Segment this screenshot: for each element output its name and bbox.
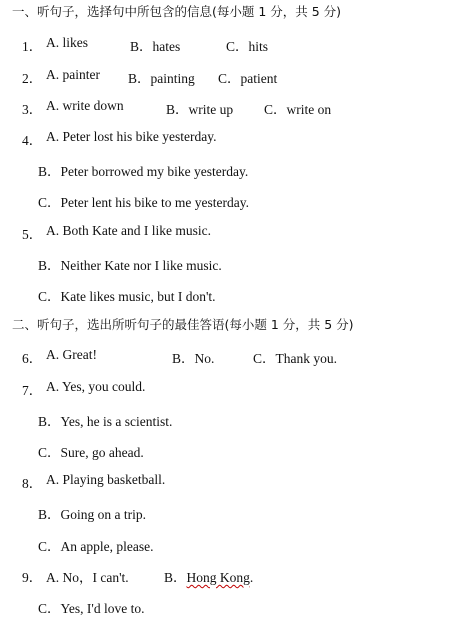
option-a: A. Playing basketball. [46, 472, 166, 487]
option-b-wavy-text: Hong Kong [186, 570, 250, 585]
option-a: A. No，I can't. [46, 570, 129, 585]
question-number: 1． [22, 39, 43, 54]
option-c: C．hits [226, 39, 269, 54]
option-a: A. write down [46, 98, 124, 113]
option-b-prefix: B． [164, 570, 187, 585]
question-number: 6． [22, 351, 43, 366]
question-number: 9． [22, 570, 43, 585]
option-b: B．write up [166, 102, 234, 117]
question-number: 8． [22, 476, 43, 491]
option-c: C．An apple, please. [38, 539, 154, 554]
option-c: C．Sure, go ahead. [38, 445, 144, 460]
question-number: 3． [22, 102, 43, 117]
option-c: C．patient [218, 71, 278, 86]
option-b-suffix: . [249, 570, 254, 585]
option-a: A. Peter lost his bike yesterday. [46, 129, 217, 144]
option-a: A. Yes, you could. [46, 379, 146, 394]
question-number: 5． [22, 227, 43, 242]
option-a: A. Both Kate and I like music. [46, 223, 211, 238]
option-c: C．Kate likes music, but I don't. [38, 289, 216, 304]
option-b [164, 566, 253, 586]
question-number: 7． [22, 383, 43, 398]
question-number: 4． [22, 133, 43, 148]
option-a: A. Great! [46, 347, 97, 362]
section-2-heading: 二、听句子，选出所听句子的最佳答语(每小题 1 分，共 5 分) [12, 317, 354, 332]
option-b: B．Neither Kate nor I like music. [38, 258, 222, 273]
option-b: B．Peter borrowed my bike yesterday. [38, 164, 249, 179]
option-b: B．Going on a trip. [38, 507, 146, 522]
option-c: C．Peter lent his bike to me yesterday. [38, 195, 249, 210]
option-b: B．No. [172, 351, 215, 366]
option-c: C．write on [264, 102, 332, 117]
option-c: C．Thank you. [253, 351, 337, 366]
option-b: B．Yes, he is a scientist. [38, 414, 173, 429]
section-1-heading: 一、听句子，选择句中所包含的信息(每小题 1 分，共 5 分) [12, 4, 342, 19]
option-a: A. likes [46, 35, 88, 50]
option-b: B．hates [130, 39, 181, 54]
option-a: A. painter [46, 67, 100, 82]
option-c: C．Yes, I'd love to. [38, 601, 145, 616]
question-number: 2． [22, 71, 43, 86]
option-b: B．painting [128, 71, 195, 86]
